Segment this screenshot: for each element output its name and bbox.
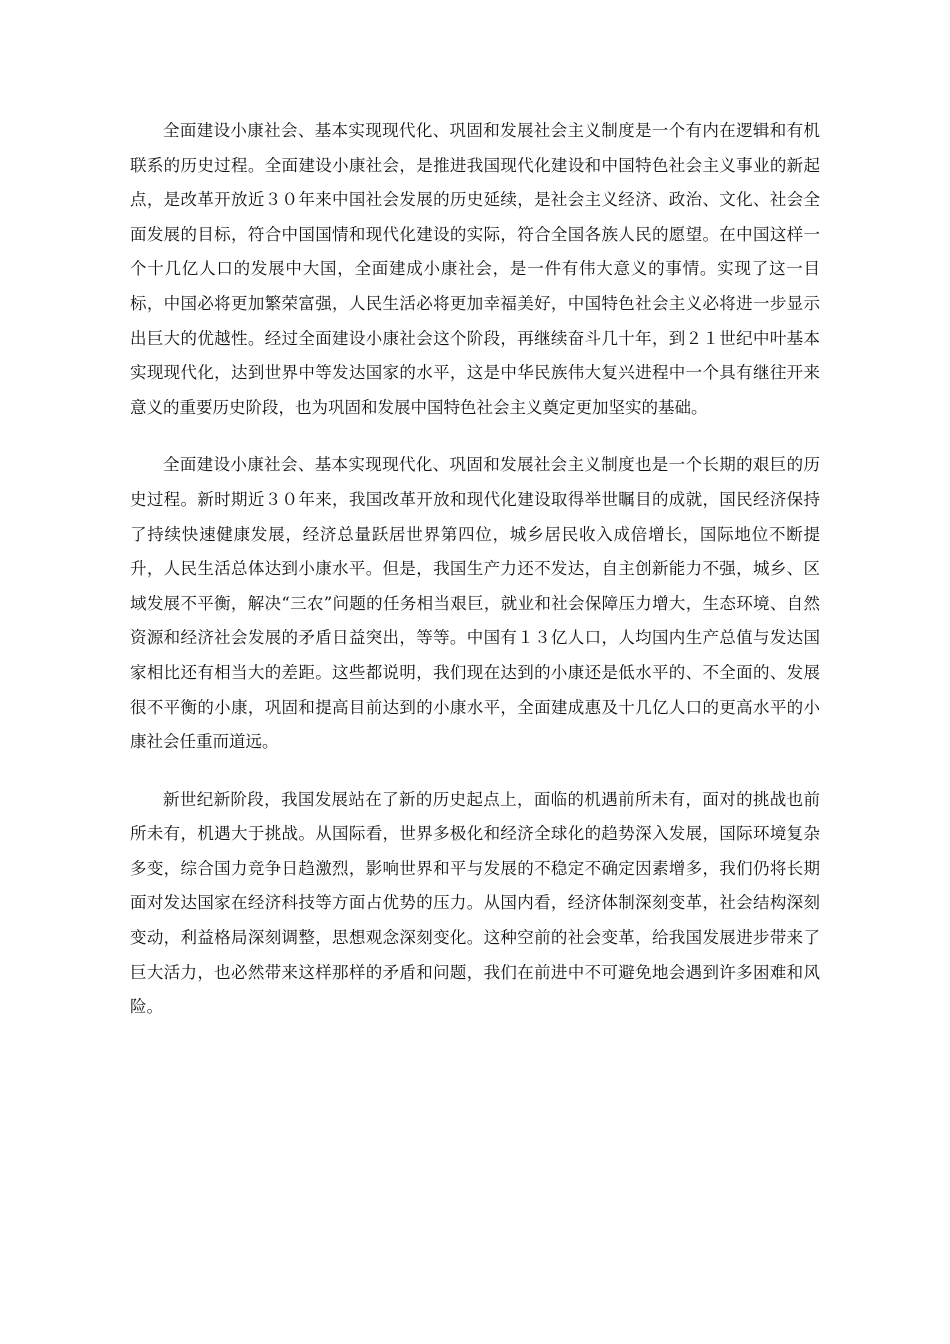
document-body xyxy=(130,114,820,1048)
paragraph-3: 新世纪新阶段，我国发展站在了新的历史起点上，面临的机遇前所未有，面对的挑战也前所未有，机遇大于挑战。从国际看，世界多极化和经济全球化的趋势深入发展，国际环境复杂多变，综合国力竞争日趋激烈，影响世界和平与发展的不稳定不确定因素增多，我们仍将长期面对发达国家在经济科技等方面占优势的压力。从国内看，经济体制深刻变革，社会结构深刻变动，利益格局深刻调整，思想观念深刻变化。这种空前的社会变革，给我国发展进步带来了巨大活力，也必然带来这样那样的矛盾和问题，我们在前进中不可避免地会遇到许多困难和风险。 xyxy=(130,789,820,1017)
paragraph-2: 全面建设小康社会、基本实现现代化、巩固和发展社会主义制度也是一个长期的艰巨的历史过程。新时期近３０年来，我国改革开放和现代化建设取得举世瞩目的成就，国民经济保持了持续快速健康发展，经济总量跃居世界第四位，城乡居民收入成倍增长，国际地位不断提升，人民生活总体达到小康水平。但是，我国生产力还不发达，自主创新能力不强，城乡、区域发展不平衡，解决“三农”问题的任务相当艰巨，就业和社会保障压力增大，生态环境、自然资源和经济社会发展的矛盾日益突出，等等。中国有１３亿人口，人均国内生产总值与发达国家相比还有相当大的差距。这些都说明，我们现在达到的小康还是低水平的、不全面的、发展很不平衡的小康，巩固和提高目前达到的小康水平，全面建成惠及十几亿人口的更高水平的小康社会任重而道远。 xyxy=(130,455,820,752)
paragraph-1: 全面建设小康社会、基本实现现代化、巩固和发展社会主义制度是一个有内在逻辑和有机联系的历史过程。全面建设小康社会，是推进我国现代化建设和中国特色社会主义事业的新起点，是改革开放近３０年来中国社会发展的历史延续，是社会主义经济、政治、文化、社会全面发展的目标，符合中国国情和现代化建设的实际，符合全国各族人民的愿望。在中国这样一个十几亿人口的发展中大国，全面建成小康社会，是一件有伟大意义的事情。实现了这一目标，中国必将更加繁荣富强，人民生活必将更加幸福美好，中国特色社会主义必将进一步显示出巨大的优越性。经过全面建设小康社会这个阶段，再继续奋斗几十年，到２１世纪中叶基本实现现代化，达到世界中等发达国家的水平，这是中华民族伟大复兴进程中一个具有继往开来意义的重要历史阶段，也为巩固和发展中国特色社会主义奠定更加坚实的基础。 xyxy=(130,121,820,417)
